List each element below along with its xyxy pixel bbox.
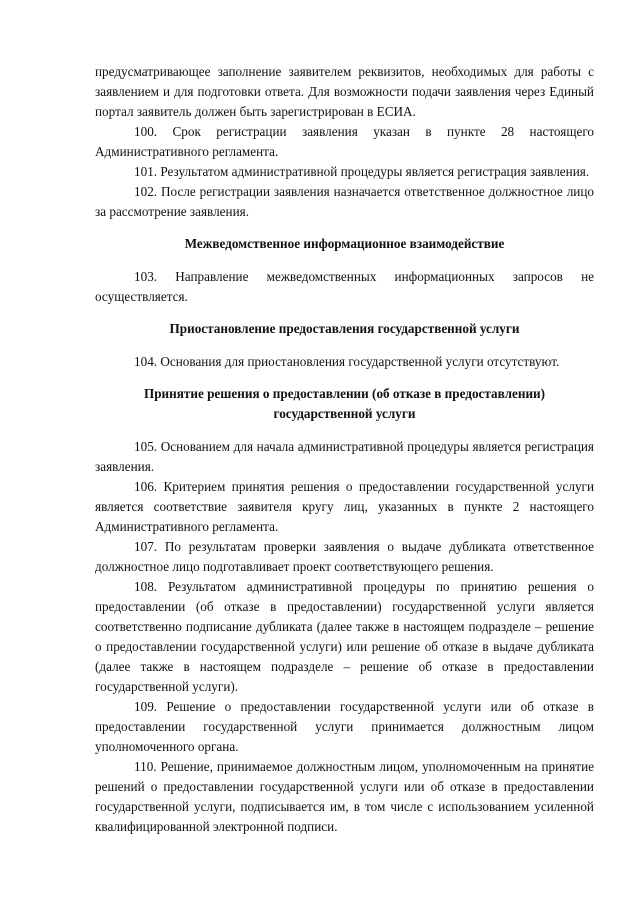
paragraph-106: 106. Критерием принятия решения о предоставлении государственной услуги является соответствие заявителя кругу лиц, указанных в пункте 2 настоящего Административного регламента. xyxy=(95,479,594,534)
paragraph-108: 108. Результатом административной процедуры по принятию решения о предоставлении (об отказе в предоставлении) государственной услуги является соответственно подписание дубликата (далее также в настоящем подразделе – решение о предоставлении государственной услуги) или решение об отказе в выдаче дубликата (далее также в настоящем подразделе – решение об отказе в предоставлении государственной услуги). xyxy=(95,579,594,694)
paragraph-103: 103. Направление межведомственных информационных запросов не осуществляется. xyxy=(95,269,594,304)
heading-interagency: Межведомственное информационное взаимодействие xyxy=(184,236,505,251)
paragraph-110: 110. Решение, принимаемое должностным лицом, уполномоченным на принятие решений о предоставлении государственной услуги или об отказе в предоставлении государственной услуги, подписывается им, в том числе с использованием усиленной квалифицированной электронной подписи. xyxy=(95,759,594,834)
paragraph-107: 107. По результатам проверки заявления о выдаче дубликата ответственное должностное лицо подготавливает проект соответствующего решения. xyxy=(95,539,594,574)
paragraph-105: 105. Основанием для начала административной процедуры является регистрация заявления. xyxy=(95,439,594,474)
paragraph-109: 109. Решение о предоставлении государственной услуги или об отказе в предоставлении государственной услуги принимается должностным лицом уполномоченного органа. xyxy=(95,699,594,754)
paragraph-104: 104. Основания для приостановления государственной услуги отсутствуют. xyxy=(134,354,560,369)
document-body xyxy=(95,62,594,837)
paragraph-100: 100. Срок регистрации заявления указан в пункте 28 настоящего Административного регламента. xyxy=(95,124,594,159)
heading-suspension: Приостановление предоставления государственной услуги xyxy=(169,321,520,336)
paragraph-intro: предусматривающее заполнение заявителем реквизитов, необходимых для работы с заявлением и для подготовки ответа. Для возможности подачи заявления через Единый портал заявитель должен быть зарегистрирован в ЕСИА. xyxy=(95,64,594,119)
heading-decision-line1: Принятие решения о предоставлении (об отказе в предоставлении) xyxy=(143,386,546,401)
heading-decision-line2: государственной услуги xyxy=(273,406,416,421)
paragraph-102: 102. После регистрации заявления назначается ответственное должностное лицо за рассмотрение заявления. xyxy=(95,184,594,219)
paragraph-101: 101. Результатом административной процедуры является регистрация заявления. xyxy=(134,164,590,179)
